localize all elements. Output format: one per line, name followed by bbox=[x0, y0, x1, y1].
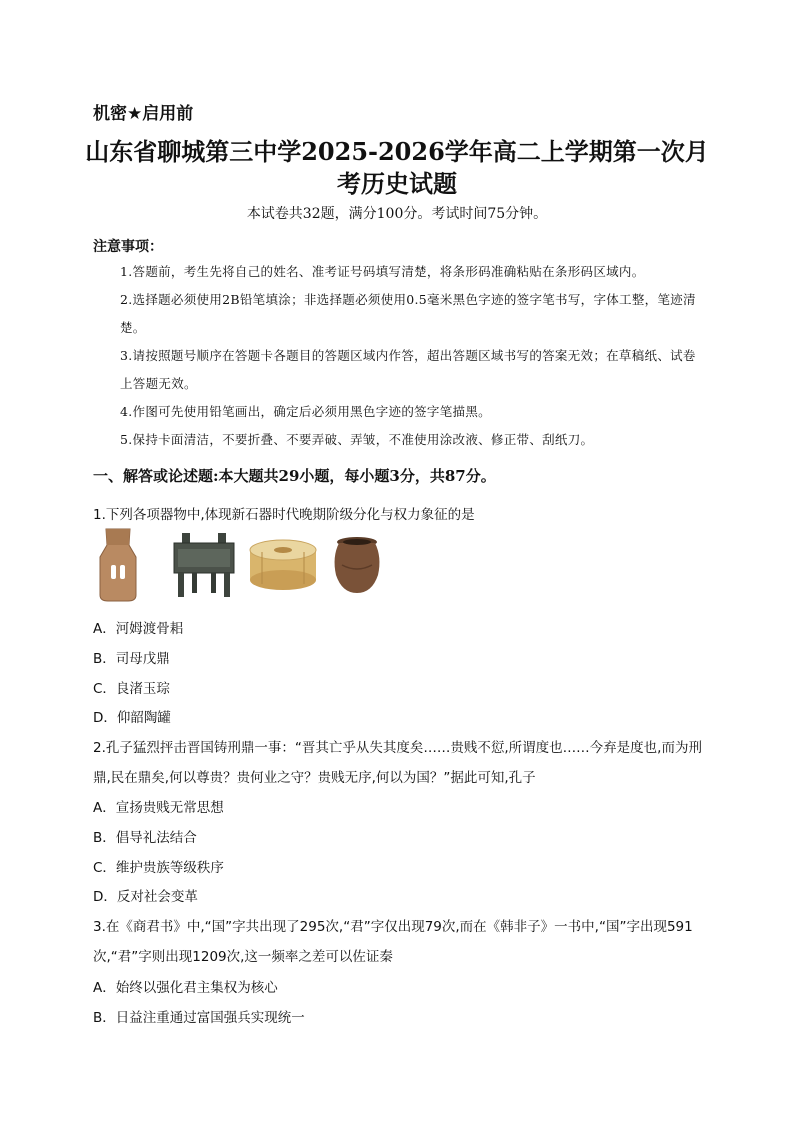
question-2-option-b: B．倡导礼法结合 bbox=[93, 830, 197, 846]
note-item: 5.保持卡面清洁，不要折叠、不要弄破、弄皱，不准使用涂改液、修正带、刮纸刀。 bbox=[120, 432, 594, 447]
question-1-option-a: A．河姆渡骨耜 bbox=[93, 621, 184, 637]
note-item: 1.答题前，考生先将自己的姓名、准考证号码填写清楚，将条形码准确粘贴在条形码区域内。 bbox=[120, 264, 645, 279]
exam-title-line2: 考历史试题 bbox=[337, 169, 457, 198]
note-item: 3.请按照题号顺序在答题卡各题目的答题区域内作答，超出答题区域书写的答案无效；在草稿纸、试卷上答题无效。 bbox=[120, 348, 696, 391]
exam-subtitle: 本试卷共32题，满分100分。考试时间75分钟。 bbox=[246, 206, 548, 222]
question-2-option-a: A．宣扬贵贱无常思想 bbox=[93, 800, 224, 816]
question-3-option-a: A．始终以强化君主集权为核心 bbox=[93, 980, 278, 996]
secret-label: 机密★启用前 bbox=[93, 104, 194, 124]
question-2-option-d: D．反对社会变革 bbox=[93, 889, 198, 905]
question-1-option-d: D．仰韶陶罐 bbox=[93, 710, 171, 726]
bone-spade-image bbox=[96, 527, 140, 603]
pottery-jar-image bbox=[330, 535, 384, 595]
question-3-option-b: B．日益注重通过富国强兵实现统一 bbox=[93, 1010, 305, 1026]
question-2-stem: 2.孔子猛烈抨击晋国铸刑鼎一事：“晋其亡乎从失其度矣……贵贱不愆,所谓度也……今弃是度也,而为刑鼎,民在鼎矣,何以尊贵？贵何业之守？贵贱无序,何以为国？”据此可知,孔子 bbox=[93, 740, 702, 786]
exam-title-line1: 山东省聊城第三中学2025-2026学年高二上学期第一次月 bbox=[85, 137, 709, 166]
question-3-stem: 3.在《商君书》中,“国”字共出现了295次,“君”字仅出现79次,而在《韩非子》一书中,“国”字出现591次,“君”字则出现1209次,这一频率之差可以佐证秦 bbox=[93, 919, 693, 965]
notes-heading: 注意事项： bbox=[93, 239, 163, 255]
question-2-option-c: C．维护贵族等级秩序 bbox=[93, 860, 224, 876]
question-1-option-c: C．良渚玉琮 bbox=[93, 681, 170, 697]
section-heading: 一、解答或论述题:本大题共29小题，每小题3分，共87分。 bbox=[93, 467, 496, 485]
question-1-option-b: B．司母戊鼎 bbox=[93, 651, 170, 667]
bronze-ding-image bbox=[168, 533, 240, 597]
question-1-stem: 1.下列各项器物中,体现新石器时代晚期阶级分化与权力象征的是 bbox=[93, 507, 475, 523]
jade-cong-image bbox=[248, 538, 318, 592]
note-item: 4.作图可先使用铅笔画出，确定后必须用黑色字迹的签字笔描黑。 bbox=[120, 404, 491, 419]
note-item: 2.选择题必须使用2B铅笔填涂；非选择题必须使用0.5毫米黑色字迹的签字笔书写，字体工整，笔迹清楚。 bbox=[120, 292, 696, 335]
